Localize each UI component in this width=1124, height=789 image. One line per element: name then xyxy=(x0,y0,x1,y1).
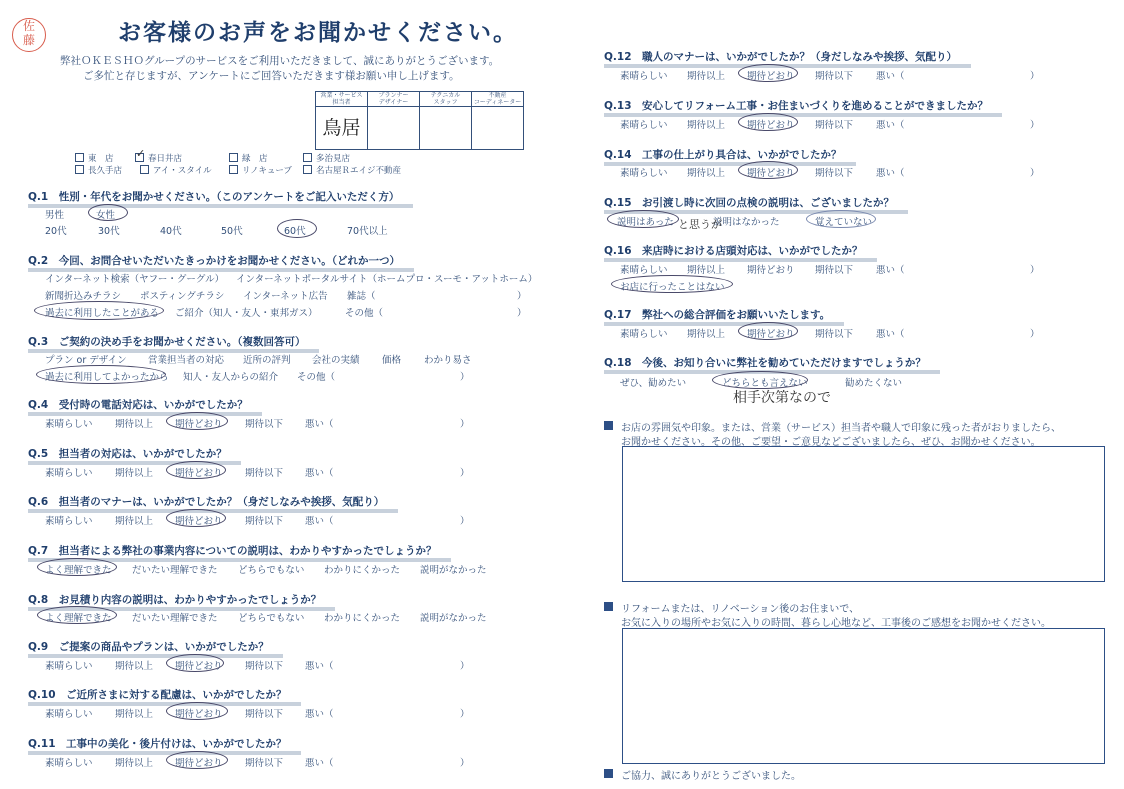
option[interactable]: わかりにくかった xyxy=(324,613,401,624)
option-selected[interactable]: 期待どおり xyxy=(747,168,795,179)
staff-cell-technical[interactable] xyxy=(420,107,472,150)
option-selected[interactable]: 期待どおり xyxy=(175,468,223,479)
handwritten-note: 相手次第なので xyxy=(733,390,831,406)
option[interactable]: 悪い（ xyxy=(876,71,905,82)
option[interactable]: 素晴らしい xyxy=(620,168,668,179)
question-15: Q.15 お引渡し時に次回の点検の説明は、ございましたか？ xyxy=(604,197,895,209)
shop-label: 東 店 xyxy=(88,154,114,164)
shop-label: 春日井店 xyxy=(148,154,183,164)
option-selected[interactable]: 期待どおり xyxy=(175,661,223,672)
question-16: Q.16 来店時における店頭対応は、いかがでしたか？ xyxy=(604,245,863,257)
shop-label: アイ・スタイル xyxy=(153,166,212,176)
option[interactable]: 期待以上 xyxy=(687,329,726,340)
option[interactable]: だいたい理解できた xyxy=(132,613,218,624)
checkbox[interactable] xyxy=(229,165,238,174)
shop-option[interactable] xyxy=(75,152,114,164)
option-selected[interactable]: よく理解できた xyxy=(45,565,112,576)
paren-close: ） xyxy=(1030,329,1040,340)
question-5: Q.5 担当者の対応は、いかがでしたか？ xyxy=(28,448,227,460)
shop-option[interactable] xyxy=(75,164,122,176)
option[interactable]: 期待以下 xyxy=(245,661,284,672)
option[interactable]: 会社の実績 xyxy=(312,355,360,366)
question-6: Q.6 担当者のマナーは、いかがでしたか？（身だしなみや挨拶、気配り） xyxy=(28,496,385,508)
answer-circle xyxy=(88,204,128,221)
option[interactable]: 30代 xyxy=(98,226,120,237)
option[interactable]: 悪い（ xyxy=(305,758,334,769)
option[interactable]: 説明がなかった xyxy=(420,613,487,624)
option-selected[interactable]: 期待どおり xyxy=(175,709,223,720)
option[interactable]: 期待以下 xyxy=(815,71,854,82)
option-selected[interactable]: 過去に利用したことがある xyxy=(45,308,160,319)
option-selected[interactable]: 説明はあった xyxy=(617,217,674,228)
answer-circle xyxy=(738,322,798,340)
option[interactable]: 新聞折込みチラシ xyxy=(45,291,122,302)
option[interactable]: 悪い（ xyxy=(305,419,334,430)
answer-circle xyxy=(166,509,226,527)
question-3: Q.3 ご契約の決め手をお聞かせください。（複数回答可） xyxy=(28,336,306,348)
staff-col-planner: プランナー デザイナー xyxy=(368,92,420,107)
option[interactable]: 期待以下 xyxy=(245,468,284,479)
shop-option[interactable] xyxy=(135,152,182,164)
option[interactable]: 期待以下 xyxy=(245,758,284,769)
checkbox[interactable] xyxy=(75,165,84,174)
answer-circle xyxy=(166,751,228,769)
paren-close: ） xyxy=(460,419,470,430)
shop-label: 緑 店 xyxy=(242,154,268,164)
staff-col-technical: テクニカル スタッフ xyxy=(420,92,472,107)
shop-label: 多治見店 xyxy=(316,154,351,164)
faint-circle xyxy=(806,210,876,228)
shop-option[interactable] xyxy=(140,164,212,176)
answer-circle xyxy=(166,412,228,430)
option[interactable]: 素晴らしい xyxy=(620,329,668,340)
paren-close: ） xyxy=(460,516,470,527)
option[interactable]: 知人・友人からの紹介 xyxy=(183,372,279,383)
option[interactable]: 期待以下 xyxy=(245,516,284,527)
option[interactable]: 男性 xyxy=(45,210,65,221)
option[interactable]: インターネットポータルサイト（ホームプロ・スーモ・アットホーム） xyxy=(236,274,538,285)
option[interactable]: 期待以下 xyxy=(815,168,854,179)
checkbox-checked[interactable] xyxy=(135,153,144,162)
shop-option[interactable] xyxy=(303,152,350,164)
option-selected[interactable]: 期待どおり xyxy=(747,120,795,131)
option[interactable]: 期待以上 xyxy=(115,661,154,672)
option[interactable]: 期待以上 xyxy=(687,71,726,82)
page-title: お客様のお声をお聞かせください。 xyxy=(118,20,518,46)
intro-line-2: ご多忙と存じますが、アンケートにご回答いただきます様お願い申し上げます。 xyxy=(83,70,460,82)
paren-close: ） xyxy=(1030,71,1040,82)
staff-cell-planner[interactable] xyxy=(368,107,420,150)
option-selected[interactable]: 期待どおり xyxy=(175,758,223,769)
handwritten-note: と思うが xyxy=(678,218,722,231)
option[interactable]: 期待以上 xyxy=(115,419,154,430)
shop-label: 長久手店 xyxy=(88,166,123,176)
answer-circle xyxy=(166,461,226,479)
option[interactable]: その他（ xyxy=(297,372,336,383)
option[interactable]: 悪い（ xyxy=(876,168,905,179)
option[interactable]: 期待以上 xyxy=(687,168,726,179)
square-bullet-icon xyxy=(604,769,613,778)
checkbox[interactable] xyxy=(303,165,312,174)
question-14: Q.14 工事の仕上がり具合は、いかがでしたか？ xyxy=(604,149,842,161)
comment-2-prompt-2: お気に入りの場所やお気に入りの時間、暮らし心地など、工事後のご感想をお聞かせください。 xyxy=(621,618,1051,629)
option[interactable]: だいたい理解できた xyxy=(132,565,218,576)
question-2: Q.2 今回、お問合せいただいたきっかけをお聞かせください。（どれか一つ） xyxy=(28,255,400,267)
answer-circle xyxy=(738,161,798,179)
seal-char: 佐 xyxy=(22,19,35,33)
answer-circle xyxy=(166,702,228,720)
option[interactable]: 説明がなかった xyxy=(420,565,487,576)
checkbox[interactable] xyxy=(229,153,238,162)
option[interactable]: 期待以下 xyxy=(815,265,854,276)
option[interactable]: 期待どおり xyxy=(747,265,795,276)
answer-circle xyxy=(166,654,224,672)
option-selected[interactable]: どちらとも言えない xyxy=(722,378,808,389)
option[interactable]: 雑誌（ xyxy=(347,291,376,302)
option[interactable]: 期待以上 xyxy=(687,120,726,131)
paren-close: ） xyxy=(460,758,470,769)
paren-close: ） xyxy=(517,308,527,319)
question-11: Q.11 工事中の美化・後片付けは、いかがでしたか？ xyxy=(28,738,287,750)
option[interactable]: ポスティングチラシ xyxy=(140,291,225,302)
option[interactable]: 素晴らしい xyxy=(45,468,93,479)
option[interactable]: 勧めたくない xyxy=(845,378,903,389)
option[interactable]: 期待以下 xyxy=(815,329,854,340)
option-selected[interactable]: 期待どおり xyxy=(747,71,795,82)
question-17: Q.17 弊社への総合評価をお願いいたします。 xyxy=(604,309,831,321)
square-bullet-icon xyxy=(604,421,613,430)
staff-signature[interactable]: 鳥居 xyxy=(316,107,368,150)
comment-1-box[interactable] xyxy=(622,446,1105,582)
option[interactable]: 近所の評判 xyxy=(243,355,291,366)
checkbox[interactable] xyxy=(75,153,84,162)
option[interactable]: 50代 xyxy=(221,226,243,237)
option-selected[interactable]: 過去に利用してよかったから xyxy=(45,372,169,383)
option[interactable]: 悪い（ xyxy=(305,468,334,479)
checkbox[interactable] xyxy=(303,153,312,162)
option[interactable]: 期待以上 xyxy=(115,709,154,720)
option-selected[interactable]: 期待どおり xyxy=(175,516,223,527)
answer-circle xyxy=(607,210,679,228)
closing-message: ご協力、誠にありがとうございました。 xyxy=(621,771,801,782)
option-selected[interactable]: お店に行ったことはない xyxy=(620,282,725,293)
option[interactable]: 期待以下 xyxy=(245,709,284,720)
paren-close: ） xyxy=(460,468,470,479)
option[interactable]: 素晴らしい xyxy=(620,120,668,131)
option[interactable]: 素晴らしい xyxy=(620,71,668,82)
option[interactable]: 期待以上 xyxy=(687,265,726,276)
option[interactable]: 素晴らしい xyxy=(620,265,668,276)
option[interactable]: ご紹介（知人・友人・東邦ガス） xyxy=(175,308,318,319)
option[interactable]: 素晴らしい xyxy=(45,516,93,527)
option[interactable]: 悪い（ xyxy=(305,709,334,720)
staff-col-realestate: 不動産 コーディネーター xyxy=(472,92,524,107)
comment-1-prompt-1: お店の雰囲気や印象。または、営業（サービス）担当者や職人で印象に残った者がおりましたら、 xyxy=(621,423,1061,434)
paren-close: ） xyxy=(1030,168,1040,179)
option[interactable]: わかり易さ xyxy=(424,355,472,366)
paren-close: ） xyxy=(1030,120,1040,131)
question-12: Q.12 職人のマナーは、いかがでしたか？（身だしなみや挨拶、気配り） xyxy=(604,51,958,63)
answer-circle xyxy=(37,558,117,576)
option[interactable]: 素晴らしい xyxy=(45,661,93,672)
option-selected[interactable]: 女性 xyxy=(96,210,116,221)
paren-close: ） xyxy=(460,661,470,672)
intro-line-1: 弊社ＯＫＥＳＨＯグループのサービスをご利用いただきまして、誠にありがとうございます。 xyxy=(60,55,500,67)
option[interactable]: 期待以上 xyxy=(115,516,154,527)
option[interactable]: 70代以上 xyxy=(347,226,388,237)
option-selected[interactable]: 期待どおり xyxy=(747,329,795,340)
shop-label: 名古屋Ｒエイジ不動産 xyxy=(316,166,402,176)
option[interactable]: 期待以上 xyxy=(115,468,154,479)
answer-circle xyxy=(37,606,117,624)
question-4: Q.4 受付時の電話対応は、いかがでしたか？ xyxy=(28,399,248,411)
option[interactable]: インターネット広告 xyxy=(243,291,328,302)
option[interactable]: 期待以下 xyxy=(245,419,284,430)
comment-1-prompt-2: お聞かせください。その他、ご要望・ご意見などございましたら、ぜひ、お聞かせください。 xyxy=(621,437,1041,448)
question-7: Q.7 担当者による弊社の事業内容についての説明は、わかりやすかったでしょうか？ xyxy=(28,545,437,557)
paren-close: ） xyxy=(1030,265,1040,276)
answer-circle xyxy=(34,301,164,320)
option[interactable]: インターネット検索（ヤフー・グーグル） xyxy=(45,274,225,285)
paren-close: ） xyxy=(460,709,470,720)
option[interactable]: 40代 xyxy=(160,226,182,237)
question-18: Q.18 今後、お知り合いに弊社を勧めていただけますでしょうか？ xyxy=(604,357,926,369)
option[interactable]: ぜひ、勧めたい xyxy=(620,378,687,389)
option[interactable]: 悪い（ xyxy=(876,329,905,340)
option-selected[interactable]: 60代 xyxy=(284,226,306,237)
shop-option[interactable] xyxy=(229,164,292,176)
option[interactable]: 素晴らしい xyxy=(45,758,93,769)
option[interactable]: その他（ xyxy=(345,308,384,319)
option[interactable]: 説明はなかった xyxy=(713,217,780,228)
question-9: Q.9 ご提案の商品やプランは、いかがでしたか？ xyxy=(28,641,269,653)
comment-2-box[interactable] xyxy=(622,628,1105,764)
comment-2-prompt-1: リフォームまたは、リノベーション後のお住まいで、 xyxy=(621,604,860,615)
option[interactable]: 価格 xyxy=(382,355,402,366)
checkbox[interactable] xyxy=(140,165,149,174)
question-8: Q.8 お見積り内容の説明は、わかりやすかったでしょうか？ xyxy=(28,594,322,606)
option[interactable]: 覚えていない xyxy=(815,217,873,228)
option[interactable]: どちらでもない xyxy=(238,613,305,624)
option[interactable]: 20代 xyxy=(45,226,67,237)
answer-circle xyxy=(277,219,317,238)
option[interactable]: 期待以上 xyxy=(115,758,154,769)
option[interactable]: プラン or デザイン xyxy=(45,355,127,366)
option[interactable]: 営業担当者の対応 xyxy=(148,355,225,366)
shop-label: リノキューブ xyxy=(242,166,292,176)
paren-close: ） xyxy=(460,372,470,383)
answer-circle xyxy=(738,113,798,131)
option[interactable]: わかりにくかった xyxy=(324,565,401,576)
staff-col-sales: 営業・サービス 担当者 xyxy=(316,92,368,107)
square-bullet-icon xyxy=(604,602,613,611)
option[interactable]: 悪い（ xyxy=(876,265,905,276)
seal-char: 藤 xyxy=(22,33,35,47)
option-selected[interactable]: 期待どおり xyxy=(175,419,223,430)
option-selected[interactable]: よく理解できた xyxy=(45,613,112,624)
shop-option[interactable] xyxy=(229,152,268,164)
answer-circle xyxy=(611,275,733,293)
question-10: Q.10 ご近所さまに対する配慮は、いかがでしたか？ xyxy=(28,689,287,701)
hanko-seal xyxy=(12,18,46,52)
staff-table xyxy=(315,91,524,150)
option[interactable]: 素晴らしい xyxy=(45,709,93,720)
paren-close: ） xyxy=(517,291,527,302)
option[interactable]: 悪い（ xyxy=(305,516,334,527)
answer-circle xyxy=(36,365,166,384)
option[interactable]: 期待以下 xyxy=(815,120,854,131)
staff-cell-realestate[interactable] xyxy=(472,107,524,150)
option[interactable]: どちらでもない xyxy=(238,565,305,576)
option[interactable]: 素晴らしい xyxy=(45,419,93,430)
question-1: Q.1 性別・年代をお聞かせください。（このアンケートをご記入いただく方） xyxy=(28,191,400,203)
question-13: Q.13 安心してリフォーム工事・お住まいづくりを進めることができましたか？ xyxy=(604,100,989,112)
shop-option[interactable] xyxy=(303,164,401,176)
option[interactable]: 悪い（ xyxy=(876,120,905,131)
option[interactable]: 悪い（ xyxy=(305,661,334,672)
answer-circle xyxy=(738,64,798,82)
